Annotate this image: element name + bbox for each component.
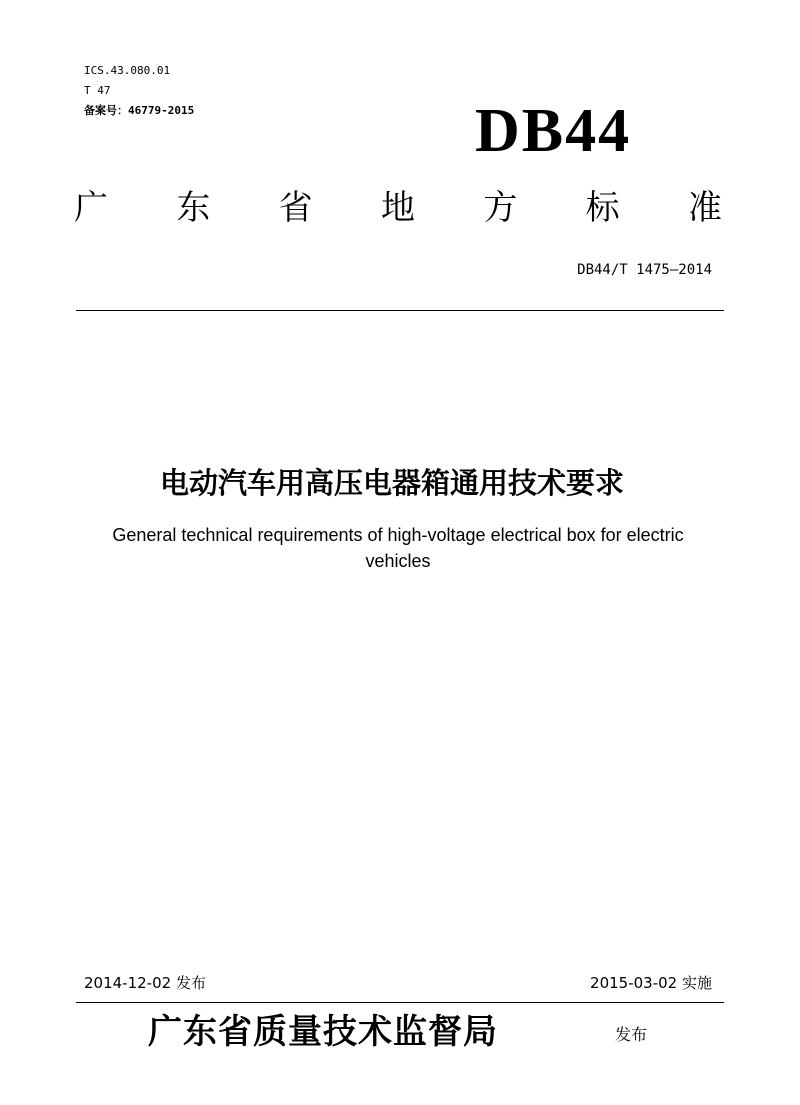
title-english-line2: vehicles <box>365 551 431 571</box>
record-number: 备案号：46779-2015 <box>84 104 195 117</box>
standard-type-char: 东 <box>176 188 211 228</box>
issue-date: 2014-12-02 发布 <box>84 974 206 992</box>
classification-code: T 47 <box>84 84 111 97</box>
top-divider <box>76 310 724 311</box>
standard-number: DB44/T 1475—2014 <box>577 262 712 278</box>
standard-type-char: 广 <box>74 188 108 228</box>
title-english <box>40 522 756 574</box>
implementation-date: 2015-03-02 实施 <box>590 974 712 992</box>
ics-code: ICS.43.080.01 <box>84 64 171 77</box>
bottom-divider <box>76 1002 724 1003</box>
standard-type-char: 准 <box>687 188 722 228</box>
standard-type-heading <box>74 184 722 232</box>
standard-type-char: 标 <box>585 188 620 228</box>
issuer-action: 发布 <box>615 1025 648 1044</box>
issuer-name: 广东省质量技术监督局 <box>148 1012 498 1052</box>
standard-type-char: 地 <box>380 188 415 228</box>
standard-code: DB44 <box>475 97 632 165</box>
title-chinese: 电动汽车用高压电器箱通用技术要求 <box>159 466 624 500</box>
standard-type-char: 省 <box>278 188 313 228</box>
standard-type-char: 方 <box>483 188 518 228</box>
title-english-line1: General technical requirements of high-voltage electrical box for electric <box>112 525 684 545</box>
